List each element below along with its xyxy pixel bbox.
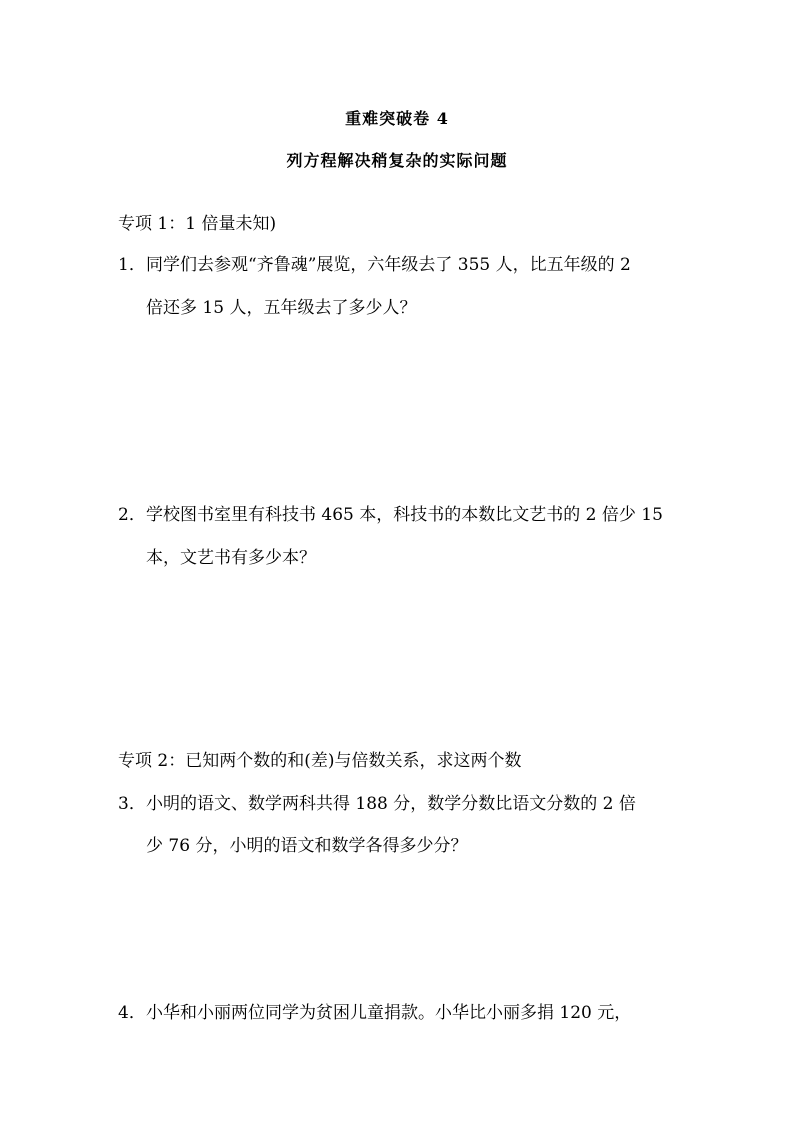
question-number-3: 3． <box>118 794 146 814</box>
question-1-line-1: 同学们去参观“齐鲁魂”展览，六年级去了 355 人，比五年级的 2 <box>146 255 631 275</box>
section-heading-2: 专项 2：已知两个数的和(差)与倍数关系，求这两个数 <box>118 751 522 771</box>
page-title: 重难突破卷 4 <box>345 109 449 128</box>
question-3-line-1: 小明的语文、数学两科共得 188 分，数学分数比语文分数的 2 倍 <box>146 794 636 814</box>
page-subtitle: 列方程解决稍复杂的实际问题 <box>286 151 508 170</box>
question-number-1: 1． <box>118 255 146 275</box>
question-number-4: 4． <box>118 1003 146 1023</box>
question-1-line-2: 倍还多 15 人，五年级去了多少人？ <box>146 298 417 318</box>
question-3-line-2: 少 76 分，小明的语文和数学各得多少分？ <box>146 836 468 856</box>
question-2-line-2: 本，文艺书有多少本？ <box>146 548 316 568</box>
question-2-line-1: 学校图书室里有科技书 465 本，科技书的本数比文艺书的 2 倍少 15 <box>146 505 663 525</box>
question-number-2: 2． <box>118 505 146 525</box>
question-4-line-1: 小华和小丽两位同学为贫困儿童捐款。小华比小丽多捐 120 元， <box>146 1003 632 1023</box>
section-heading-1: 专项 1：1 倍量未知) <box>118 214 277 234</box>
